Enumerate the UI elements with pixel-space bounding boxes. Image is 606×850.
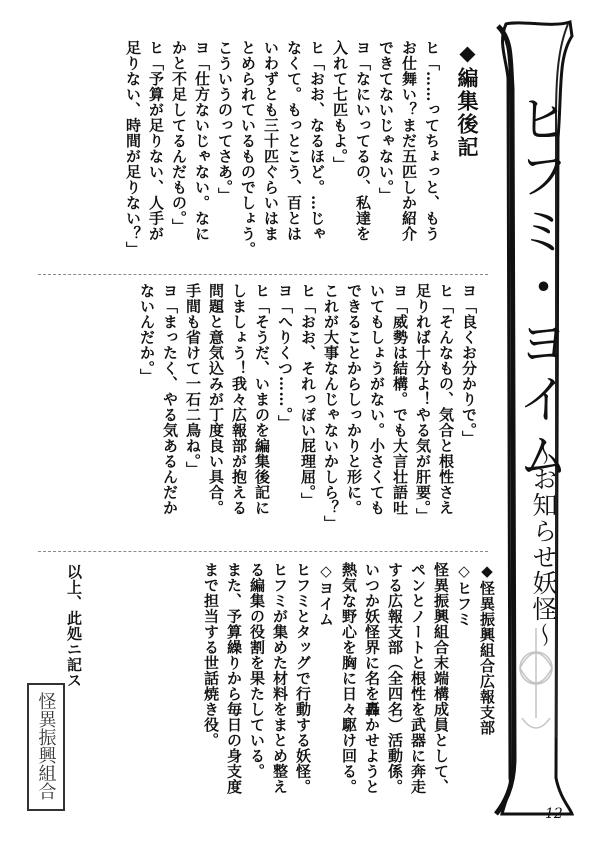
text-line: ヒフミが集めた材料をまとめ整え bbox=[271, 562, 289, 795]
text-line: ヒ「そんなもの、気合と根性さえ bbox=[437, 283, 455, 516]
text-line: ◇ヒフミ bbox=[455, 562, 473, 627]
editor-notes-middle bbox=[60, 283, 480, 543]
text-line: 問題と意気込みが丁度良い具合。 bbox=[207, 283, 225, 516]
text-line: これが大事なんじゃないかしら？」 bbox=[322, 283, 340, 531]
text-line: ヨ「良くお分かりで。」 bbox=[460, 283, 478, 446]
text-line: 足りれば十分よ！やる気が肝要。」 bbox=[414, 283, 432, 524]
text-line: お仕舞い？まだ五匹しか紹介 bbox=[400, 40, 418, 242]
office-heading: ◆怪異振興組合広報支部 bbox=[478, 562, 496, 736]
text-line: ヨ「へりくつ……。」 bbox=[276, 283, 294, 431]
organization-stamp bbox=[26, 682, 66, 812]
page-number: 12 bbox=[545, 806, 563, 822]
text-line: ◇ヨイム bbox=[317, 562, 335, 627]
text-line: ヨ「威勢は結構。でも大言壮語吐 bbox=[391, 283, 409, 516]
text-line: できることからしっかりと形に。 bbox=[345, 283, 363, 516]
section-divider bbox=[38, 274, 488, 275]
text-line: 熱気な野心を胸に日々駆け回る。 bbox=[340, 562, 358, 795]
page-title: ヒフミ・ヨイム bbox=[508, 92, 568, 484]
text-line: ヒ「予算が足りない、人手が bbox=[147, 40, 165, 242]
closing-note: 以上、此処ニ記ス bbox=[65, 564, 83, 688]
text-line: する広報支部（全四名）活動係。 bbox=[386, 562, 404, 795]
text-line: ないんだか。」 bbox=[138, 283, 156, 384]
text-line: こういうのってさあ。」 bbox=[216, 40, 234, 203]
text-line: いわずとも三十匹ぐらいはま bbox=[262, 40, 280, 242]
text-line: いつか妖怪界に名を轟かせようと bbox=[363, 562, 381, 795]
text-line: 入れて七匹もよ。」 bbox=[331, 40, 349, 172]
editor-heading: ◆編集後記 bbox=[455, 40, 480, 159]
text-line: 足りない、時間が足りない？」 bbox=[124, 40, 142, 257]
section-divider bbox=[38, 551, 488, 552]
editor-notes-top bbox=[33, 40, 443, 270]
text-line: る編集の役割を果たしている。 bbox=[248, 562, 266, 779]
text-line: ヒ「おお、それっぽい屁理屈。」 bbox=[299, 283, 317, 508]
text-line: なくて。もっとこう、百とは bbox=[285, 40, 303, 242]
text-line: ヒフミとタッグで行動する妖怪。 bbox=[294, 562, 312, 795]
text-line: まで担当する世話焼き役。 bbox=[202, 562, 220, 748]
text-line: 手間も省けて一石二鳥ね。」 bbox=[184, 283, 202, 477]
text-line: かと不足してるんだもの。」 bbox=[170, 40, 188, 234]
text-line: 怪異振興組合末端構成員として、 bbox=[432, 562, 450, 795]
text-line: ヒ「おお、なるほど。…じゃ bbox=[308, 40, 326, 242]
text-line: ヨ「まったく、やる気あるんだか bbox=[161, 283, 179, 516]
text-line: ヨ「なにいってるの、私達を bbox=[354, 40, 372, 242]
text-line: ヨ「仕方ないじゃない。なに bbox=[193, 40, 211, 242]
text-line: また、予算繰りから毎日の身支度 bbox=[225, 562, 243, 795]
text-line: いてもしょうがない。小さくても bbox=[368, 283, 386, 516]
text-line: ヒ「そうだ、いまのを編集後記に bbox=[253, 283, 271, 516]
text-line: ペンとノートと根性を武器に奔走 bbox=[409, 562, 427, 795]
stamp-text: 怪異振興組合 bbox=[35, 692, 57, 800]
text-line: とめられているものでしょう。 bbox=[239, 40, 257, 257]
office-section bbox=[118, 562, 498, 802]
text-line: しましょう！我々広報部が抱える bbox=[230, 283, 248, 516]
text-line: できてないじゃない。」 bbox=[377, 40, 395, 203]
page-subtitle: 〜お知らせ妖怪〜 bbox=[529, 440, 558, 648]
text-line: ヒ「……ってちょっと、もう bbox=[423, 40, 441, 242]
